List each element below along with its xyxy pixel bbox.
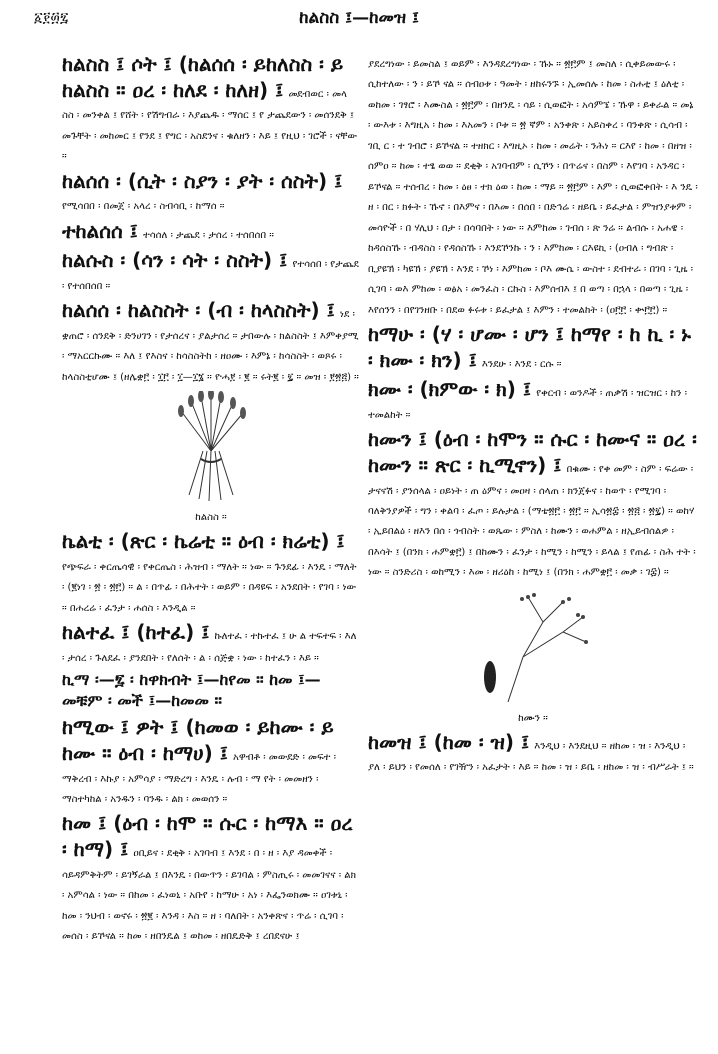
headword: ከልሱስ ፡ (ሳን ፡ ሳት ፡ ስስት) ፤ bbox=[62, 248, 288, 273]
headword: ከልተፈ ፤ (ከተፈ) ፤ bbox=[62, 620, 210, 645]
headword: ከልሰሰ ፡ (ሲት ፡ ስያን ፡ ያት ፡ ሰስት) ፤ bbox=[62, 168, 343, 193]
entry bbox=[62, 169, 360, 215]
page-number: ፩፻፴፯ bbox=[34, 10, 69, 26]
definition: የቀርብ ፡ ወንዶች ፡ ጠቃሽ ፡ ዝርዝር ፡ ከን ፡ ተመልከት ። bbox=[368, 388, 687, 421]
definition: እንዲህ ፡ እንደዚህ ። ዘከመ ፡ ዝ ፡ እንዲህ ፡ ያለ ፡ ይህን ፡ የመሰለ ፡ የገዥን ፡ አፈታት ፡ እይ ። ከመ ፡ ዝ ፡ ይቤ ፡ ዘከመ ፡ ዝ ፡ ብሥራት ፤ ። bbox=[368, 740, 694, 774]
entry bbox=[62, 298, 360, 385]
sheaf-figure bbox=[62, 391, 360, 523]
definition: ያደረግነው ፡ ይመስል ፤ ወይም ፡ እንዳደረግነው ፡ ኹኑ ። ፳፫ም ፤ መስለ ፡ ሲቀይመውሩ ፡ ሲከተለው ፡ ን ፡ ይኾ ናል ። ሰብዐቱ ፡ ዓመት ፡ ዘከሩንኙ ፡ ኢመሰሉ ፡ ከመ ፡ ስሐቲ ፤ ዕለቲ ፡ ወከመ ፡ ገፃሮ ፡ እሙስል ፡ ፳፫ም ፡ በዘንዴ ፡ ሳይ ፡ ሲወፎት ፡ አሳምኜ ፡ ኹዋ ፡ ይቀራል ። መኔ ፡ ውእቱ ፡ እግዚአ ፡ ከመ ፡ እአመን ፡ ቦቱ ። ፳ ኛም ፡ አንቀጽ ፡ አይስቀረ ፡ ባንቀጽ ፡ ሲሳብ ፡ ገቢ ር ፡ ተ ገብሮ ፡ ይኾናል ። ተዘክር ፡ እግዚኦ ፡ ከመ ፡ መሬት ፡ ንሕነ ። ርእየ ፡ ከመ ፡ በዘዝ ፡ ሰምዐ ። ከመ ፡ ተፄ ወወ ። ደቂቅ ፡ አገባብም ፡ ሲኾን ፡ በጥሬና ፡ በስም ፡ እየገባ ፡ አንዳር ፡ ይኾናል ። ተሰብረ ፡ ከመ ፡ ዕፀ ፡ ተክ ዕወ ፡ ከመ ፡ ማይ ። ፳፫ም ፡ እም ፡ ሲወፎቀበት ፡ እ ንዴ ፡ ዘ ፡ በር ፡ ክፉት ፡ ኹኖ ፡ በእምና ፡ በእመ ፡ በሰበ ፡ በድኅሬ ፡ ዘይቤ ፡ ይፈታል ፡ ምዝንያቱም ፡ መሳዮች ፡ በ ሃሊህ ፡ በታ ፡ በሳባበት ፡ ነው ። እምከመ ፡ ገብሰ ፡ ጽ ንሬ ። ልብሱ ፡ አሐዌ ፡ ከዳሰስኹ ፡ ብዳስስ ፡ የዳሰስኹ ፡ እንደኾንኩ ፡ ን ፡ እምከመ ፡ ርእዩኪ ፡ (ዐብለ ፡ ግብጽ ፡ ቢያዩኽ ፡ ካዩኽ ፡ ያዩኽ ፡ እንደ ፡ ኾነ ፡ እምከመ ፡ ቦእ ሙሴ ፡ ውስተ ፡ ደብተራ ፡ በገባ ፡ ጊዜ ፡ ሲገባ ፡ ወእ ምከመ ፡ ወፅአ ፡ መንፈስ ፡ ርኩስ ፡ እምሰብእ ፤ በ ወጣ ፡ በኋላ ፡ በወጣ ፡ ጊዜ ፡ እየሰንን ፡ በየገንዘቡ ፡ በደወ ፉሩቱ ፡ ይፈታል ፤ እምን ፡ ተመልከት ፡ (ዐ፫፫ ፡ ቍ፫፫) ። bbox=[368, 59, 698, 316]
entry bbox=[368, 377, 698, 423]
definition: እንደሁ ፡ እንደ ፡ ርሱ ። bbox=[481, 358, 562, 370]
entry bbox=[368, 427, 698, 581]
headword: ክሙ ፡ (ክምው ፡ ክ) ፤ bbox=[368, 377, 532, 402]
entry bbox=[62, 715, 360, 807]
definition: መደብወር ፡ መላ ስስ ፡ መንቀል ፤ የሸት ፡ የሽግብራ ፡ እያጨዱ ፡ ማሰር ፤ የ ታጨደውን ፡ መሰንደቅ ፤ መጉቸት ፡ መከመር ፤ የንደ ፤ የግር ፡ አስደንና ፡ ቁለዘን ፡ እይ ፤ የዚህ ፡ ገሮች ፡ ናቸው ። bbox=[62, 88, 358, 163]
headword: ከሙን ፤ (ዕብ ፡ ከሞን ። ሱር ፡ ከሙና ። ዐረ ፡ ከሙን ። ጽር ፡ ኪሚኖን) ፤ bbox=[368, 427, 697, 477]
entry bbox=[62, 620, 360, 666]
definition: የተሳሰበ ፡ የታጨደ ፡ የተሰበሰበ ። bbox=[62, 259, 359, 292]
entry bbox=[62, 529, 360, 616]
headword: ከመ ፤ (ዕብ ፡ ከሞ ። ሱር ፡ ከማእ ። ዐረ ፡ ከማ) ፤ bbox=[62, 811, 353, 862]
running-head: ከልስስ ፤—ከመዝ ፤ bbox=[299, 8, 419, 28]
definition: በቁሙ ፡ የቀ መም ፡ ስም ፡ ፍሬው ፡ ታናናሽ ፡ ያንሰላል ፡ ዐይነት ፡ ጠ ዕምና ፡ መዐዛ ፡ ሰላጠ ፡ ክንጀፉና ፡ ከወጥ ፡ የሚገባ ፡ ባለቅንያዎች ፡ ግን ፡ ቀልባ ፡ ፈጦ ፡ ይሉታል ፡ (ማቴ፳፫ ፡ ፳፫ ። ኢሳ፳፰ ፡ ፳፭ ፡ ፳፯) ። ወከሃ ፡ ኢይበልዕ ፡ ዘእን በሰ ፡ ጎብስት ፡ ወጼው ፡ ምስለ ፡ ከሙን ፡ ወሐምል ፡ ዘኢይብሰልዎ ፡ በእሳት ፤ (በንክ ፡ ሐምቋ፫) ፤ በከሙን ፡ ፈንታ ፡ ከሚን ፡ ከሚን ፡ ይላል ፤ የጠፊ ፡ ስሕ ተት ፡ ነው ። ስንድሪስ ፡ ወከሚን ፡ እመ ፡ ዘሪዕከ ፡ ከሚነ ፤ (በንክ ፡ ሐምቋ፫ ፡ መቃ ፡ ገ፰) ። bbox=[368, 463, 696, 579]
headword: ከልሰሰ ፡ ከልስስት ፡ (ብ ፡ ከላስስት) ፤ bbox=[62, 298, 335, 323]
entry bbox=[62, 811, 360, 944]
subheading: ኪማ ፡—፯ ፡ ከዋክብት ፤—ከየመ ። ከመ ፤—መቹም ፡ መች ፤—ከመመ ። bbox=[62, 670, 321, 710]
definition: አዋብቶ ፡ መውደድ ፡ መፍተ ፡ ማቅረብ ፡ እኩያ ፡ አምሳያ ፡ ማድረግ ፡ እንዴ ፡ ሉብ ፡ ማ የት ፡ መመዘን ፡ ማስተካከል ፡ አንዱን ፡ ባንዱ ፡ ልክ ፡ መወሰን ። bbox=[62, 751, 336, 805]
entry bbox=[368, 322, 698, 373]
definition: ተሳሰለ ፡ ታጨደ ፡ ታሰረ ፡ ተሰበሰበ ። bbox=[142, 229, 274, 241]
headword: ከማሁ ፡ (ሃ ፡ ሆሙ ፡ ሆን ፤ ከማየ ፡ ከ ኪ ፡ ኑ ፡ ክሙ ፡ ክን) ፤ bbox=[368, 322, 691, 372]
figure-caption: ከሙን ። bbox=[518, 712, 548, 724]
headword: ከመዝ ፤ (ከመ ፡ ዝ) ፤ bbox=[368, 729, 530, 754]
headword: ከሚው ፤ ዎት ፤ (ከመወ ፡ ይከሙ ፡ ይ ከሙ ። ዕብ ፡ ከማሀ) ፤ bbox=[62, 715, 334, 765]
definition: የሚሳበበ ፡ በመጀ ፡ አላረ ፡ ስብሳቢ ፡ ከማሰ ። bbox=[62, 201, 225, 213]
figure-caption: ከልስስ ። bbox=[195, 512, 227, 524]
definition: ኩለተፈ ፡ ተኩተፈ ፤ ሁ ል ተፍተፍ ፡ እለ ፡ ታሰረ ፡ ጉለደፈ ፡ ያንደበት ፡ የለሰት ፡ ል ፡ ሰጅቋ ፡ ነው ፡ ከተፈን ፡ እይ ። bbox=[62, 631, 357, 664]
running-header bbox=[0, 6, 718, 32]
headword: ኬልቲ ፡ (ጽር ፡ ኬሬቲ ። ዕብ ፡ ክሬቲ) ፤ bbox=[62, 529, 345, 554]
entry bbox=[62, 219, 360, 245]
headword: ተከልሰሰ ፤ bbox=[62, 218, 138, 243]
cumin-figure bbox=[368, 587, 698, 724]
cumin-plant-illustration bbox=[468, 587, 598, 707]
right-column bbox=[368, 52, 698, 1042]
entry-continuation bbox=[368, 52, 698, 318]
headword: ከልስስ ፤ ሶት ፤ (ከልሰሰ ፡ ይከለስስ ፡ ይ ከልስስ ። ዐረ ፡ ከለደ ፡ ከለዘ) ፤ bbox=[62, 52, 344, 102]
entry bbox=[62, 248, 360, 294]
wheat-sheaf-illustration bbox=[151, 391, 271, 506]
cross-reference bbox=[62, 670, 360, 711]
definition: ዐቢይና ፡ ደቂቅ ፡ አገባብ ፤ እንደ ፡ በ ፡ ዘ ፡ እያ ዳመቀች ፡ ሳይዳምቅትም ፡ ይገኝራል ፤ በእንዴ ፡ በውጥን ፡ ይገባል ፡ ምስጢሩ ፡ መመገናና ፡ ልክ ፡ አምሳል ፡ ነው ። በከመ ፡ ፈነወኒ ፡ አቡየ ፡ ከማሁ ፡ አነ ፡ እፌንወክሙ ። ዐገቱኒ ፡ ከመ ፡ ንህብ ፡ ወኖሩ ፡ ፳፪ ፡ እንዳ ፡ እስ ። ዘ ፡ ባለበት ፡ አንቀጽና ፡ ጥሬ ፡ ሲገባ ፡ መሰስ ፡ ይኾናል ። ከመ ፡ ዘበንዴል ፤ ወከመ ፡ ዘበዴድቅ ፤ ረበደናሁ ፤ bbox=[62, 848, 356, 943]
definition: የጭፍራ ፡ ቀርጤሳዊ ፡ የቀርጤስ ፡ ሕዝብ ፡ ማለት ። ነው ። ጉንደፊ ፡ እንዴ ፡ ማለት ፡ (፪ነገ ፡ ፳ ፡ ፳፫) ። ል ፡ በጥፊ ፡ በሕተት ፡ ወይም ፡ በዳዩፍ ፡ አንደበት ፡ የገባ ፡ ነው ። በሐረሬ ፡ ፈንታ ፡ ሐሰስ ፡ እንዲል ። bbox=[62, 561, 357, 614]
definition: ነደ ፡ ቋጠሮ ፡ ሰንደቅ ፡ ድንሀገን ፡ የታሰረና ፡ ያልታሰረ ። ታበውሉ ፡ ክልስስት ፤ እምቀያሚ ፡ ማአርርኩሙ ። እለ ፤ የእስና ፡ ከሳስስትከ ፡ ዘዐሙ ፡ እምኔ ፡ ከሳስስት ፡ ወጾሩ ፡ ከላስስቲሆሙ ፤ (ዘሌቋ፫ ፡ ፲፫ ፡ ፲—፲፮ ። ዮሓ፻ ፡ ፪ ። ሩት፪ ፡ ፯ ። መዝ ፡ ፻፳፭) ። bbox=[62, 309, 359, 383]
entry bbox=[62, 52, 360, 165]
entry bbox=[368, 730, 698, 776]
left-column bbox=[62, 52, 360, 1042]
